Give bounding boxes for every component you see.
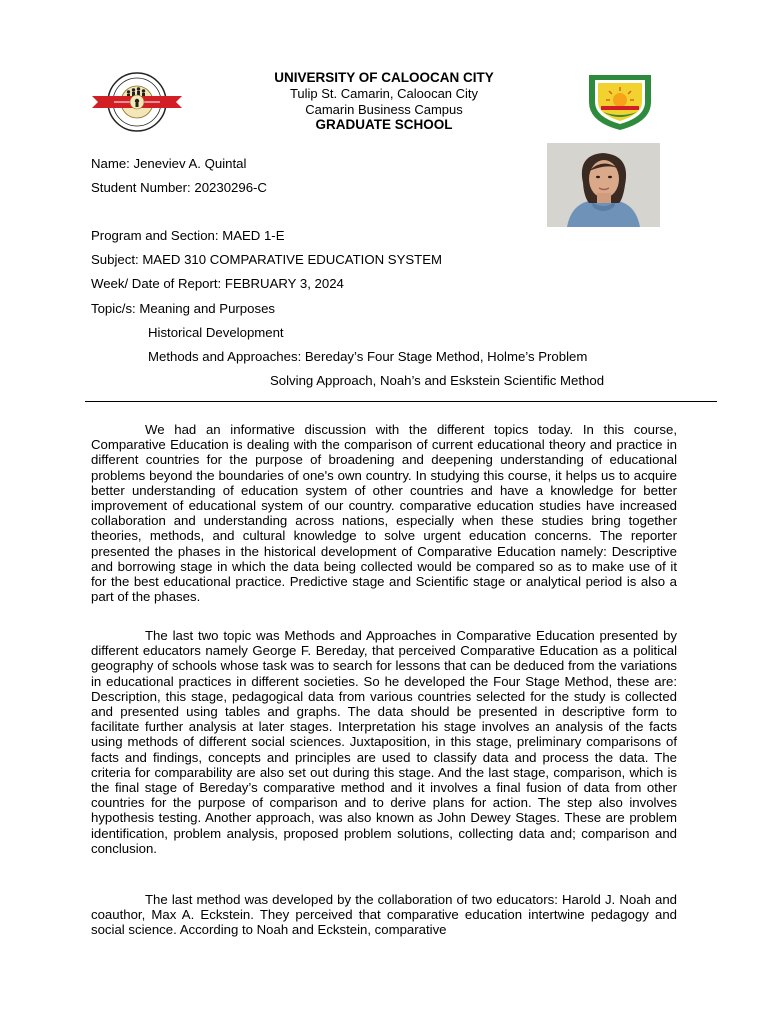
graduate-school-shield-logo: [585, 72, 655, 132]
campus-name: Camarin Business Campus: [305, 101, 463, 117]
student-photo: [547, 143, 660, 227]
university-name: UNIVERSITY OF CALOOCAN CITY: [274, 70, 494, 85]
paragraph-2-text: The last two topic was Methods and Approaches in Comparative Education presented by different educators namely George F. Bereday, that perceived Comparative Education as a political geography of schools whose task was to search for lessons that can be deduced from the variations in educational practices in different societies. So he developed the Four Stage Method, these are: Description, this stage, pedagogical data from various countries selected for the study is collected and presented using tables and graphs. The data should be presented in descriptive form to facilitate further analysis at later stages. Interpretation his stage involves an analysis of the facts using methods of different social sciences. Juxtaposition, in this stage, preliminary comparisons of facts and findings, concepts and principles are used to classify data and process the data. The criteria for comparability are also set out during this stage. And the last stage, comparison, which is the final stage of Bereday’s comparative method and it involves a final fusion of data from other countries for the purpose of comparison and to derive plans for action. The step also involves hypothesis testing. Another approach, was also known as John Dewey Stages. These are problem identification, problem analysis, proposed problem solutions, collecting data and; comparison and conclusion.: [91, 628, 677, 856]
report-date: Week/ Date of Report: FEBRUARY 3, 2024: [91, 276, 344, 291]
horizontal-divider: [85, 401, 717, 402]
paragraph-3: [91, 892, 677, 938]
student-name: Name: Jeneviev A. Quintal: [91, 156, 247, 171]
topic-methods-approaches: Methods and Approaches: Bereday’s Four Stage Method, Holme’s Problem: [148, 349, 588, 364]
subject: Subject: MAED 310 COMPARATIVE EDUCATION SYSTEM: [91, 252, 443, 267]
paragraph-1-text: We had an informative discussion with the different topics today. In this course, Comparative Education is dealing with the comparison of current educational theory and practice in different countries for the purpose of broadening and deepening understanding of educational problems beyond the boundaries of one's own country. In studying this course, it helps us to acquire better understanding of education system of other countries and have a knowledge for better improvement of educational system of our country. comparative education studies have increased collaboration and understanding across nations, especially when these studies bring together theories, methods, and cultural knowledge to solve urgent education concerns. The reporter presented the phases in the historical development of Comparative Education namely: Descriptive and borrowing stage in which the data being collected would be compared so as to make use of it for the best educational practice. Predictive stage and Scientific stage or analytical period is also a part of the phases.: [91, 422, 677, 605]
topic-historical-development: Historical Development: [148, 325, 284, 340]
topics-label: Topic/s: Meaning and Purposes: [91, 301, 275, 316]
student-number: Student Number: 20230296-C: [91, 180, 267, 195]
program-section: Program and Section: MAED 1-E: [91, 228, 285, 243]
school-name: GRADUATE SCHOOL: [315, 117, 453, 132]
topic-methods-approaches-continued: Solving Approach, Noah’s and Eskstein Scientific Method: [270, 373, 605, 388]
paragraph-1: [91, 422, 677, 604]
paragraph-3-text: The last method was developed by the collaboration of two educators: Harold J. Noah and coauthor, Max A. Eckstein. They perceived that comparative education intertwine pedagogy and social science. According to Noah and Eckstein, comparative: [91, 892, 677, 938]
university-address: Tulip St. Camarin, Caloocan City: [289, 86, 479, 101]
paragraph-2: [91, 628, 677, 856]
